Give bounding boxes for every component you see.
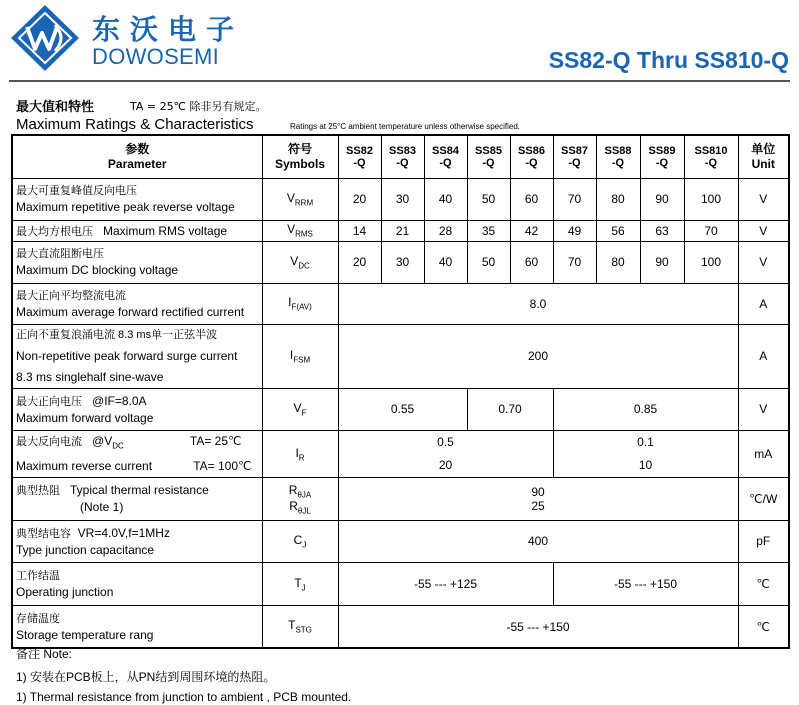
param-cell — [12, 605, 262, 648]
value-cell: 14 — [338, 220, 381, 241]
param-cn: 最大可重复峰值反向电压 — [16, 185, 137, 197]
param-cell — [12, 220, 262, 241]
value-cell: 0.85 — [553, 388, 738, 430]
unit-cell: ℃ — [738, 562, 789, 605]
value-cell: -55 --- +125 — [338, 562, 553, 605]
part-header: SS84 -Q — [424, 135, 467, 178]
param-cn: 最大均方根电压 — [16, 225, 93, 238]
unit-header — [738, 135, 789, 178]
value-cell: 90 — [640, 178, 684, 220]
table-row-ir-25 — [12, 430, 789, 454]
part-header: SS88 -Q — [596, 135, 640, 178]
param-en-2: 8.3 ms singlehalf sine-wave — [16, 369, 164, 384]
brand-name-en: DOWOSEMI — [92, 44, 220, 69]
value-cell: 400 — [338, 520, 738, 562]
value-cell: 80 — [596, 178, 640, 220]
symbol-cell: $V_F$ — [262, 388, 338, 430]
value-cell: 0.70 — [467, 388, 553, 430]
part-header: SS89 -Q — [640, 135, 684, 178]
param-cell — [12, 388, 262, 430]
param-cn: 典型结电容 — [16, 527, 71, 540]
param-condition: @IF=8.0A — [92, 393, 147, 408]
value-cell: 30 — [381, 241, 424, 283]
value-cell: 30 — [381, 178, 424, 220]
symbol-header-en: Symbols — [274, 156, 325, 171]
param-cell — [12, 562, 262, 605]
value-cell: 200 — [338, 324, 738, 388]
value-cell: 56 — [596, 220, 640, 241]
param-en: Operating junction — [16, 584, 114, 599]
table-row-tstg — [12, 605, 789, 648]
value-cell: 28 — [424, 220, 467, 241]
value-cell: 10 — [553, 454, 738, 478]
table-row-vrms — [12, 220, 789, 241]
param-cn: 存储温度 — [16, 612, 60, 625]
unit-cell: ℃ — [738, 605, 789, 648]
unit-cell: A — [738, 324, 789, 388]
param-condition: VR=4.0V,f=1MHz — [77, 525, 170, 540]
param-header-en: Parameter — [107, 156, 167, 171]
part-header: SS87 -Q — [553, 135, 596, 178]
unit-header-en: Unit — [751, 156, 775, 171]
symbol-cell: $I_{FSM}$ — [262, 324, 338, 388]
param-en: Typical thermal resistance — [70, 483, 209, 498]
param-en: Maximum repetitive peak reverse voltage — [16, 200, 235, 214]
param-cn: 正向不重复浪涌电流 8.3 ms单一正弦半波 — [16, 328, 218, 341]
unit-cell: A — [738, 283, 789, 324]
param-cn: 最大反向电流 — [16, 435, 82, 448]
value-cell: 40 — [424, 241, 467, 283]
value-cell: 60 — [510, 241, 553, 283]
param-note: (Note 1) — [80, 500, 124, 515]
param-header-cn: 参数 — [125, 141, 150, 156]
table-row-cj — [12, 520, 789, 562]
symbol-cell: $V_{RRM}$ — [262, 178, 338, 220]
notes-title: 备注 Note: — [16, 647, 73, 661]
value-cell: 49 — [553, 220, 596, 241]
param-cn: 最大正向平均整流电流 — [16, 289, 126, 302]
condition-100c: TA= 100℃ — [193, 458, 252, 473]
value-cell: 50 — [467, 178, 510, 220]
table-header-row — [12, 135, 789, 178]
section-heading-cn: 最大值和特性 — [16, 100, 95, 115]
value-cell: 42 — [510, 220, 553, 241]
value-cell: 50 — [467, 241, 510, 283]
value-cell: 20 — [338, 241, 381, 283]
param-cn: 典型热阻 — [16, 485, 60, 498]
param-cell — [12, 520, 262, 562]
value-cell: 8.0 — [338, 283, 738, 324]
note-en: 1) Thermal resistance from junction to ambient , PCB mounted. — [16, 690, 352, 704]
param-en: Maximum DC blocking voltage — [16, 263, 179, 277]
symbol-cell: $V_{DC}$ — [262, 241, 338, 283]
section-condition-cn: TA = 25℃ 除非另有规定。 — [130, 100, 267, 113]
value-cell: 20 — [338, 454, 553, 478]
table-row-thermal — [12, 477, 789, 520]
value-cell: 21 — [381, 220, 424, 241]
part-header: SS810 -Q — [684, 135, 738, 178]
unit-cell: V — [738, 178, 789, 220]
document-title: SS82-Q Thru SS810-Q — [548, 47, 789, 73]
table-row-vdc — [12, 241, 789, 283]
param-condition: @V — [92, 433, 113, 448]
symbol-cell: $I_{F(AV)}$ — [262, 283, 338, 324]
value-cell: 60 — [510, 178, 553, 220]
unit-cell: mA — [738, 430, 789, 477]
symbol-cell: $R_{\theta JA}$ $R_{\theta JL}$ — [262, 477, 338, 520]
param-en: Maximum forward voltage — [16, 410, 154, 425]
value-cell: 20 — [338, 178, 381, 220]
table-row-vf — [12, 388, 789, 430]
value-cell: 80 — [596, 241, 640, 283]
param-en: Maximum reverse current — [16, 458, 153, 473]
value-cell — [338, 477, 738, 520]
param-en: Maximum average forward rectified current — [16, 304, 245, 319]
symbol-cell: $C_J$ — [262, 520, 338, 562]
param-cell — [12, 283, 262, 324]
value-cell: 63 — [640, 220, 684, 241]
part-header: SS85 -Q — [467, 135, 510, 178]
value-cell: -55 --- +150 — [553, 562, 738, 605]
value-rjl: 25 — [531, 498, 545, 513]
param-en: Type junction capacitance — [16, 542, 155, 557]
param-en: Storage temperature rang — [16, 627, 154, 642]
unit-header-cn: 单位 — [751, 141, 776, 156]
param-cell — [12, 477, 262, 520]
part-header: SS82 -Q — [338, 135, 381, 178]
symbol-header-cn: 符号 — [287, 141, 312, 156]
symbol-cell: $I_R$ — [262, 430, 338, 477]
value-cell: 90 — [640, 241, 684, 283]
symbol-cell: $T_{STG}$ — [262, 605, 338, 648]
value-cell: 70 — [684, 220, 738, 241]
param-cn: 工作结温 — [16, 569, 60, 582]
condition-25c: TA= 25℃ — [189, 433, 242, 448]
unit-cell: V — [738, 388, 789, 430]
value-rja: 90 — [531, 484, 545, 499]
table-row-vrrm — [12, 178, 789, 220]
symbol-header — [262, 135, 338, 178]
param-header — [12, 135, 262, 178]
value-cell: 0.5 — [338, 430, 553, 454]
company-logo-icon — [9, 3, 81, 73]
value-cell: 70 — [553, 241, 596, 283]
table-row-ifsm — [12, 324, 789, 388]
value-cell: 40 — [424, 178, 467, 220]
section-note-en: Ratings at 25°C ambient temperature unless otherwise specified. — [290, 122, 520, 131]
note-cn: 1) 安装在PCB板上，从PN结到周围环境的热阻。 — [16, 670, 276, 684]
param-cell — [12, 324, 262, 388]
value-cell: 100 — [684, 178, 738, 220]
value-cell: 0.1 — [553, 430, 738, 454]
value-cell: 70 — [553, 178, 596, 220]
value-cell: 35 — [467, 220, 510, 241]
part-header: SS86 -Q — [510, 135, 553, 178]
param-en: Maximum RMS voltage — [103, 223, 228, 238]
table-row-ifav — [12, 283, 789, 324]
section-heading-en: Maximum Ratings & Characteristics — [16, 116, 254, 133]
param-cn: 最大正向电压 — [16, 395, 82, 408]
unit-cell: pF — [738, 520, 789, 562]
table-row-tj — [12, 562, 789, 605]
param-cell — [12, 178, 262, 220]
param-cell: 最大反向电流 $@V_{DC}$ TA= 25℃ Maximum reverse current TA= 100℃ — [12, 430, 262, 477]
value-cell: 0.55 — [338, 388, 467, 430]
param-en: Non-repetitive peak forward surge current — [16, 348, 238, 363]
param-cn: 最大直流阻断电压 — [16, 248, 104, 260]
unit-cell: ℃/W — [738, 477, 789, 520]
unit-cell: V — [738, 220, 789, 241]
param-cell — [12, 241, 262, 283]
symbol-cell: $T_J$ — [262, 562, 338, 605]
unit-cell: V — [738, 241, 789, 283]
value-cell: 100 — [684, 241, 738, 283]
ratings-table — [11, 134, 790, 649]
header-rule — [9, 80, 790, 82]
symbol-cell: $V_{RMS}$ — [262, 220, 338, 241]
brand-name-cn: 东沃电子 — [92, 13, 245, 46]
part-header: SS83 -Q — [381, 135, 424, 178]
value-cell: -55 --- +150 — [338, 605, 738, 648]
